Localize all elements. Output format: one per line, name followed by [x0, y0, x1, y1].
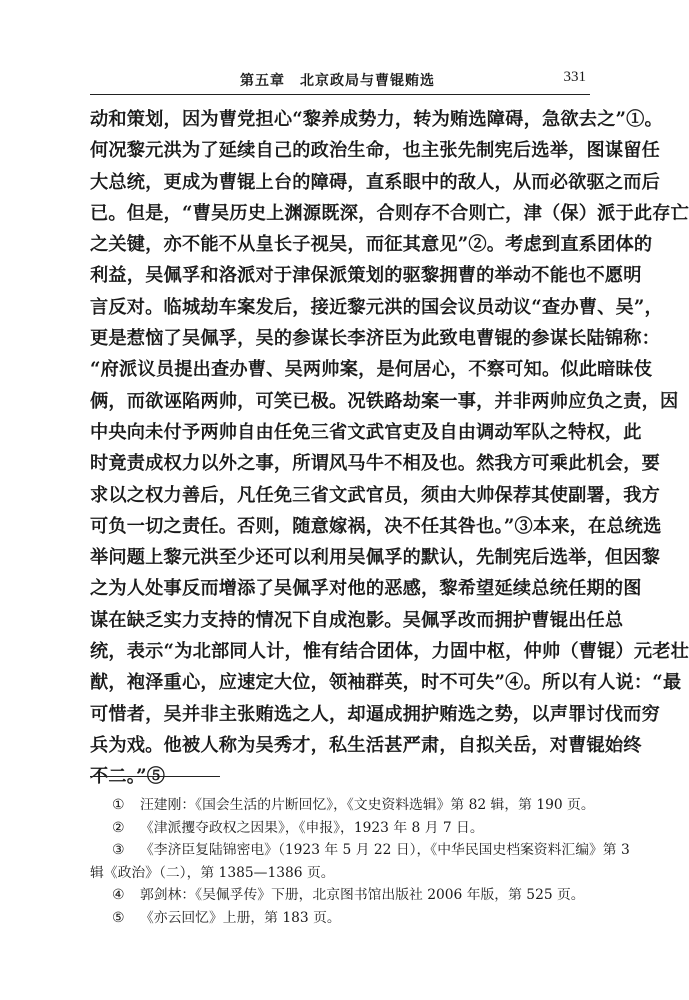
footnote-4 — [90, 884, 600, 907]
body-line: 何况黎元洪为了延续自己的政治生命，也主张先制宪后选举，图谋留任 — [90, 140, 661, 162]
footnote-3 — [90, 839, 630, 862]
footnote-text: 《李济臣复陆锦密电》（1923 年 5 月 22 日），《中华民国史档案资料汇编》第 3 — [140, 842, 630, 858]
body-line: 举问题上黎元洪至少还可以利用吴佩孚的默认，先制宪后选举，但因黎 — [90, 547, 661, 569]
footnote-text: 辑《政治》（二），第 1385—1386 页。 — [90, 864, 335, 881]
footnote-1 — [90, 794, 600, 817]
footnote-marker: ① — [112, 797, 125, 813]
footnote-text: 《津派攫夺政权之因果》，《申报》，1923 年 8 月 7 日。 — [140, 819, 484, 836]
body-line: 大总统，更成为曹锟上台的障碍，直系眼中的敌人，从而必欲驱之而后 — [90, 171, 661, 193]
footnote-3-continued — [90, 862, 600, 885]
body-line: 更是惹恼了吴佩孚，吴的参谋长李济臣为此致电曹锟的参谋长陆锦称： — [90, 328, 661, 350]
footnote-text: 汪建刚：《国会生活的片断回忆》，《文史资料选辑》第 82 辑，第 190 页。 — [140, 797, 595, 813]
body-line: 已。但是，“曹吴历史上渊源既深，合则存不合则亡，津（保）派于此存亡 — [90, 202, 689, 224]
body-line: 可惜者，吴并非主张贿选之人，却逼成拥护贿选之势，以声罪讨伐而穷 — [90, 703, 661, 725]
footnote-divider — [90, 776, 220, 777]
footnote-2 — [90, 817, 600, 840]
body-line: 动和策划，因为曹党担心“黎养成势力，转为贿选障碍，急欲去之”①。 — [90, 109, 663, 130]
footnotes — [90, 794, 630, 929]
body-line: 谋在缺乏实力支持的情况下自成泡影。吴佩孚改而拥护曹锟出任总 — [90, 609, 624, 631]
footnote-text: 《亦云回忆》上册，第 183 页。 — [140, 909, 341, 926]
body-line: 求以之权力善后，凡任免三省文武官员，须由大帅保荐其使副署，我方 — [90, 484, 661, 506]
body-line: 可负一切之责任。否则，随意嫁祸，决不任其咎也。”③本来，在总统选 — [90, 515, 662, 537]
page-number: 331 — [563, 69, 586, 85]
body-line: 时竟责成权力以外之事，所谓风马牛不相及也。然我方可乘此机会，要 — [90, 453, 661, 475]
body-line: 利益，吴佩孚和洛派对于津保派策划的驱黎拥曹的举动不能也不愿明 — [90, 265, 642, 287]
body-line: 中央向未付予两帅自由任免三省文武官吏及自由调动军队之特权，此 — [90, 421, 642, 443]
footnote-marker: ② — [112, 819, 125, 836]
body-line: 猷，袍泽重心，应速定大位，领袖群英，时不可失”④。所以有人说：“最 — [90, 672, 682, 694]
running-header — [90, 60, 590, 95]
body-text — [90, 104, 689, 793]
chapter-title: 第五章 北京政局与曹锟贿选 — [240, 73, 435, 89]
footnote-text: 郭剑林：《吴佩孚传》下册，北京图书馆出版社 2006 年版，第 525 页。 — [140, 887, 585, 903]
body-line: 俩，而欲诬陷两帅，可笑已极。况铁路劫案一事，并非两帅应负之责，因 — [90, 390, 679, 412]
footnote-marker: ⑤ — [112, 909, 125, 926]
body-line: 兵为戏。他被人称为吴秀才，私生活甚严肃，自拟关岳，对曹锟始终 — [90, 734, 642, 756]
footnote-marker: ③ — [112, 842, 125, 858]
footnote-5 — [90, 907, 600, 930]
body-line: 之为人处事反而增添了吴佩孚对他的恶感，黎希望延续总统任期的图 — [90, 578, 642, 600]
body-line: 言反对。临城劫车案发后，接近黎元洪的国会议员动议“查办曹、吴”， — [90, 296, 663, 318]
footnote-marker: ④ — [112, 887, 125, 903]
body-line: 统，表示“为北部同人计，惟有结合团体，力固中枢，仲帅（曹锟）元老壮 — [90, 641, 689, 663]
body-line: 不二。”⑤ — [90, 766, 166, 788]
body-line: “府派议员提出查办曹、吴两帅案，是何居心，不察可知。似此暗昧伎 — [90, 359, 653, 381]
body-line: 之关键，亦不能不从皇长子视吴，而征其意见”②。考虑到直系团体的 — [90, 234, 653, 256]
